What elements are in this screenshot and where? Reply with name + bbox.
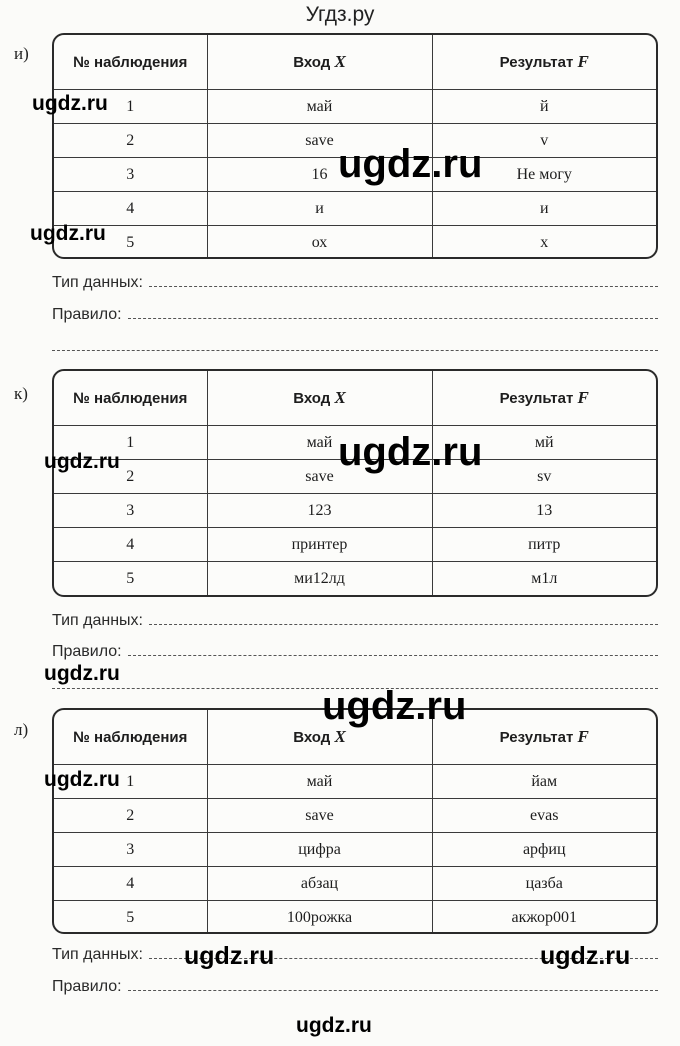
table-row: [54, 494, 656, 528]
cell-number: 3: [54, 833, 207, 867]
cell-result: Не могу: [432, 158, 656, 192]
cell-result: арфиц: [432, 833, 656, 867]
answer-line[interactable]: [52, 350, 658, 351]
cell-result: акжор001: [511, 908, 578, 926]
table-row: [54, 901, 656, 935]
cell-result: х: [540, 233, 549, 251]
header-observation-number: № наблюдения: [54, 35, 207, 90]
cell-result: evas: [432, 799, 656, 833]
cell-result: цазба: [432, 867, 656, 901]
watermark: ugdz.ru: [44, 662, 120, 685]
cell-result: мй: [432, 426, 656, 460]
cell-input: save: [207, 799, 432, 833]
cell-result: йам: [432, 765, 656, 799]
cell-input: save: [207, 124, 432, 158]
rule-field[interactable]: Правило:: [52, 306, 658, 324]
header-input: Вход X: [207, 371, 432, 426]
cell-input: ми12лд: [207, 562, 432, 596]
cell-input: ох: [207, 226, 432, 260]
watermark: ugdz.ru: [44, 450, 120, 473]
observation-table: [52, 369, 658, 597]
table-header-row: [54, 371, 656, 426]
cell-input: абзац: [207, 867, 432, 901]
cell-result: й: [432, 90, 656, 124]
cell-number: 1: [54, 426, 207, 460]
cell-input: май: [207, 90, 432, 124]
cell-input: цифра: [207, 833, 432, 867]
table-row: [54, 562, 656, 596]
rule-field[interactable]: Правило:: [52, 643, 658, 661]
site-title: Угдз.ру: [305, 3, 375, 26]
cell-result: и: [432, 192, 656, 226]
table-row: [54, 765, 656, 799]
observation-table: [52, 708, 658, 934]
table-row: [54, 90, 656, 124]
cell-number: 5: [54, 226, 207, 260]
data-type-field[interactable]: Тип данных:: [52, 946, 658, 964]
watermark: ugdz.ru: [338, 142, 483, 186]
cell-result: v: [432, 124, 656, 158]
rule-field[interactable]: Правило:: [52, 978, 658, 996]
cell-number: 3: [54, 158, 207, 192]
header-observation-number: № наблюдения: [54, 710, 207, 765]
cell-result: sv: [432, 460, 656, 494]
header-input: Вход X: [207, 710, 432, 765]
section-letter: и): [14, 44, 29, 63]
table-row: [54, 867, 656, 901]
data-type-field[interactable]: Тип данных:: [52, 612, 658, 630]
cell-number: 3: [54, 494, 207, 528]
section-letter: к): [14, 384, 28, 403]
cell-number: 5: [54, 562, 207, 596]
table-row: [54, 799, 656, 833]
cell-input: save: [207, 460, 432, 494]
cell-number: 2: [54, 124, 207, 158]
header-result: Результат F: [432, 371, 656, 426]
watermark: ugdz.ru: [338, 430, 483, 474]
cell-number: 4: [54, 867, 207, 901]
cell-input: 100рожка: [207, 901, 432, 935]
cell-input: 123: [207, 494, 432, 528]
data-type-field[interactable]: Тип данных:: [52, 274, 658, 292]
watermark: ugdz.ru: [44, 768, 120, 791]
cell-input: май: [207, 765, 432, 799]
cell-number: 4: [54, 528, 207, 562]
table-row: [54, 192, 656, 226]
cell-number: 5: [54, 901, 207, 935]
watermark: ugdz.ru: [296, 1014, 372, 1037]
cell-input: и: [207, 192, 432, 226]
cell-number: 2: [54, 799, 207, 833]
cell-result: 13: [432, 494, 656, 528]
header-result: Результат F: [432, 710, 656, 765]
section-letter: л): [14, 720, 29, 739]
cell-number: 1: [54, 765, 207, 799]
cell-input: принтер: [207, 528, 432, 562]
table-row: [54, 833, 656, 867]
header-observation-number: № наблюдения: [54, 371, 207, 426]
watermark: ugdz.ru: [32, 92, 108, 115]
watermark: ugdz.ru: [30, 222, 106, 245]
table-header-row: [54, 35, 656, 90]
cell-result: питр: [432, 528, 656, 562]
watermark: ugdz.ru: [540, 942, 631, 970]
header-input: Вход X: [207, 35, 432, 90]
watermark: ugdz.ru: [322, 684, 467, 728]
cell-input: 16: [207, 158, 432, 192]
cell-result: м1л: [531, 569, 558, 587]
cell-number: 4: [54, 192, 207, 226]
cell-number: 1: [54, 90, 207, 124]
cell-input: май: [207, 426, 432, 460]
cell-number: 2: [54, 460, 207, 494]
table-row: [54, 226, 656, 260]
watermark: ugdz.ru: [184, 942, 275, 970]
table-row: [54, 528, 656, 562]
header-result: Результат F: [432, 35, 656, 90]
